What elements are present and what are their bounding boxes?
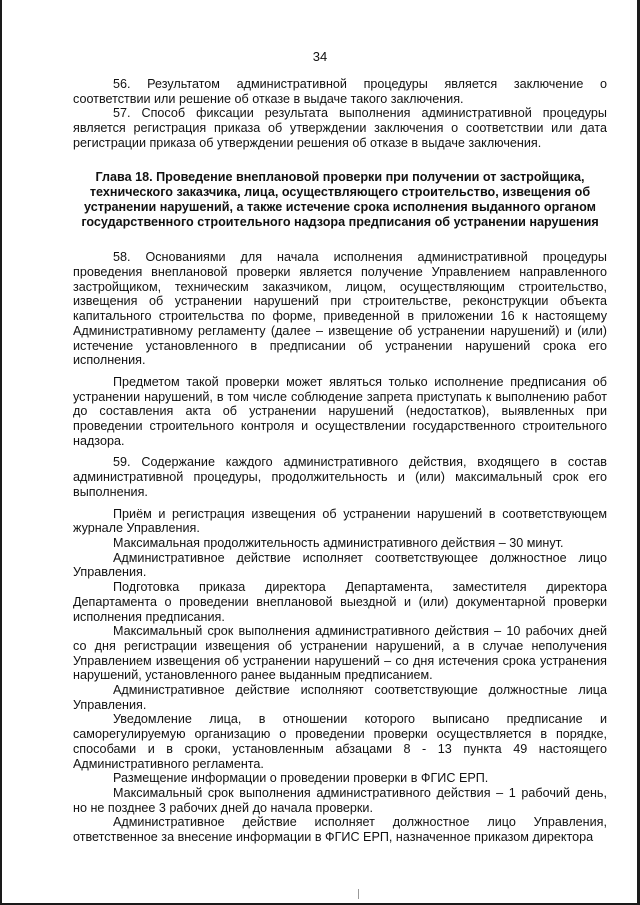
paragraph-56: 56. Результатом административной процедуры является заключение о соответствии или решение об отказе в выдаче такого заключения. <box>73 77 607 106</box>
paragraph-58: 58. Основаниями для начала исполнения административной процедуры проведения внеплановой проверки является получение Управлением направленного застройщиком, техническим заказчиком, лицом, осуществляющим строительство, извещения об устранении нарушений при строительстве, реконструкции объекта капитального строительства по форме, приведенной в приложении 16 к настоящему Административному регламенту (далее – извещение об устранении нарушений) и (или) истечение установленного в предписании об устранении нарушений срока его исполнения. <box>73 250 607 368</box>
paragraph-notification: Уведомление лица, в отношении которого выписано предписание и саморегулируемую организацию о проведении проверки осуществляется в порядке, способами и в сроки, установленным абзацами 8 - 13 пункта 49 настоящего Административного регламента. <box>73 712 607 771</box>
paragraph-receipt-registration: Приём и регистрация извещения об устранении нарушений в соответствующем журнале Управления. <box>73 506 607 536</box>
scan-mark <box>358 889 359 899</box>
paragraph-57: 57. Способ фиксации результата выполнения административной процедуры является регистрация приказа об утверждении заключения о соответствии или дата регистрации приказа об утверждении решения об отказе в выдаче заключения. <box>73 106 607 150</box>
scan-edge-left <box>0 0 2 905</box>
paragraph-order-preparation: Подготовка приказа директора Департамента, заместителя директора Департамента о проведении внеплановой выездной и (или) документарной проверки исполнения предписания. <box>73 580 607 624</box>
paragraph-inspection-subject: Предметом такой проверки может являться только исполнение предписания об устранении нарушений, в том числе соблюдение запрета приступать к выполнению работ до составления акта об устранении нарушений (недостатков), выявленных при проведении строительного контроля и осуществлении государственного строительного надзора. <box>73 374 607 448</box>
paragraph-max-term-10days: Максимальный срок выполнения административного действия – 10 рабочих дней со дня регистрации извещения об устранении нарушений, а в случае неполучения Управлением извещения об устранении нарушений – со дня истечения срока устранения нарушений, установленного ранее выданным предписанием. <box>73 624 607 683</box>
paragraph-59: 59. Содержание каждого административного действия, входящего в состав административной процедуры, продолжительность и (или) максимальный срок его выполнения. <box>73 455 607 499</box>
page-number: 34 <box>312 49 328 64</box>
paragraph-executor-officials: Административное действие исполняют соответствующие должностные лица Управления. <box>73 683 607 712</box>
paragraph-max-duration-30min: Максимальная продолжительность административного действия – 30 минут. <box>113 535 564 550</box>
paragraph-max-term-1day: Максимальный срок выполнения административного действия – 1 рабочий день, но не позднее 3 рабочих дней до начала проверки. <box>73 785 607 815</box>
paragraph-fgis-executor: Административное действие исполняет должностное лицо Управления, ответственное за внесение информации в ФГИС ЕРП, назначенное приказом директора <box>73 815 607 845</box>
chapter-18-heading: Глава 18. Проведение внеплановой проверки при получении от застройщика, технического заказчика, лица, осуществляющего строительство, извещения об устранении нарушений, а также истечение срока исполнения выданного органом государственного строительного надзора предписания об устранении нарушения <box>81 169 599 230</box>
paragraph-executor-official: Административное действие исполняет соответствующее должностное лицо Управления. <box>73 550 607 580</box>
paragraph-fgis-posting: Размещение информации о проведении проверки в ФГИС ЕРП. <box>113 771 489 786</box>
